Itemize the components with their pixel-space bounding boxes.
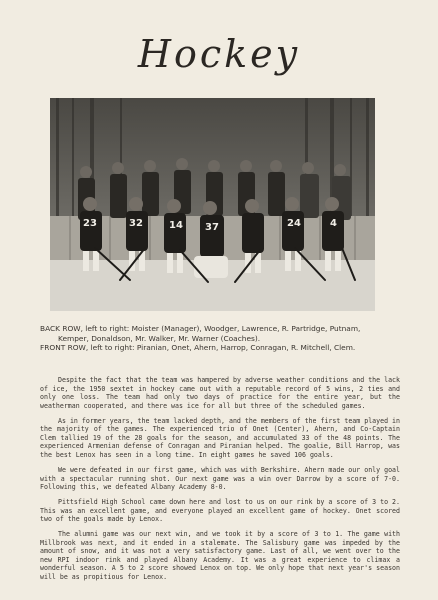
front-row-names: Piranian, Onet, Ahern, Harrop, Conragan, R. Mitchell, Clem. (136, 343, 356, 353)
article-body (40, 376, 400, 588)
back-row-names: Moister (Manager), Woodger, Lawrence, R. Partridge, Putnam, (131, 324, 361, 333)
paragraph: We were defeated in our first game, which was with Berkshire. Ahern made our only goal with a spectacular running shot. Our next game was a win over Darrow by a score of 7-0. Following this, we defeated Albany Academy 8-0. (40, 465, 400, 492)
jersey-number: 32 (129, 218, 143, 229)
jersey-number: 23 (83, 218, 97, 229)
back-row-label: BACK ROW, left to right: (40, 324, 130, 333)
jersey-number: 14 (169, 220, 183, 231)
paragraph: The alumni game was our next win, and we took it by a score of 3 to 1. The game with Millbrook was next, and it ended in a stalemate. The Salisbury game was impeded by the amount of snow, and it was not a very satisfactory game. Last of all, we went over to the new RPI indoor rink and played Albany Academy. It was a great experience to climax a wonderful season. A 5 to 2 score showed Lenox on top. We only hope that next year's season will be as propitious for Lenox. (40, 530, 400, 582)
paragraph: Despite the fact that the team was hampered by adverse weather conditions and the lack of ice, the 1950 sextet in hockey came out with a reputable record of 5 wins, 2 ties and only one loss. The team had only two days of practice for the entire year, but the weatherman cooperated, and there was ice for all but three of the scheduled games. (40, 376, 400, 410)
photo-caption (40, 324, 400, 353)
page-title: Hockey (137, 32, 301, 76)
team-photo (50, 98, 375, 311)
paragraph: As in former years, the team lacked depth, and the members of the first team played in the majority of the games. The experienced trio of Onet (Center), Ahern, and Co-Captain Clem tallied 19 of the 28 goals for the season, and accumulated 33 of the 48 points. The experienced Armenian defense of Conragan and Piranian helped. The goalie, Bill Harrop, was the best Lenox has seen in a long time. In eight games he saved 106 goals. (40, 416, 400, 460)
jersey-number: 24 (287, 218, 301, 229)
jersey-number: 4 (330, 218, 337, 229)
paragraph: Pittsfield High School came down here and lost to us on our rink by a score of 3 to 2. This was an excellent game, and everyone played an excellent game of hockey. Onet scored two of the goals made by Lenox. (40, 498, 400, 524)
front-row-label: FRONT ROW, left to right: (40, 343, 135, 353)
back-row-names-cont: Kemper, Donaldson, Mr. Walker, Mr. Warner (Coaches). (58, 333, 261, 343)
jersey-number: 37 (205, 222, 219, 233)
